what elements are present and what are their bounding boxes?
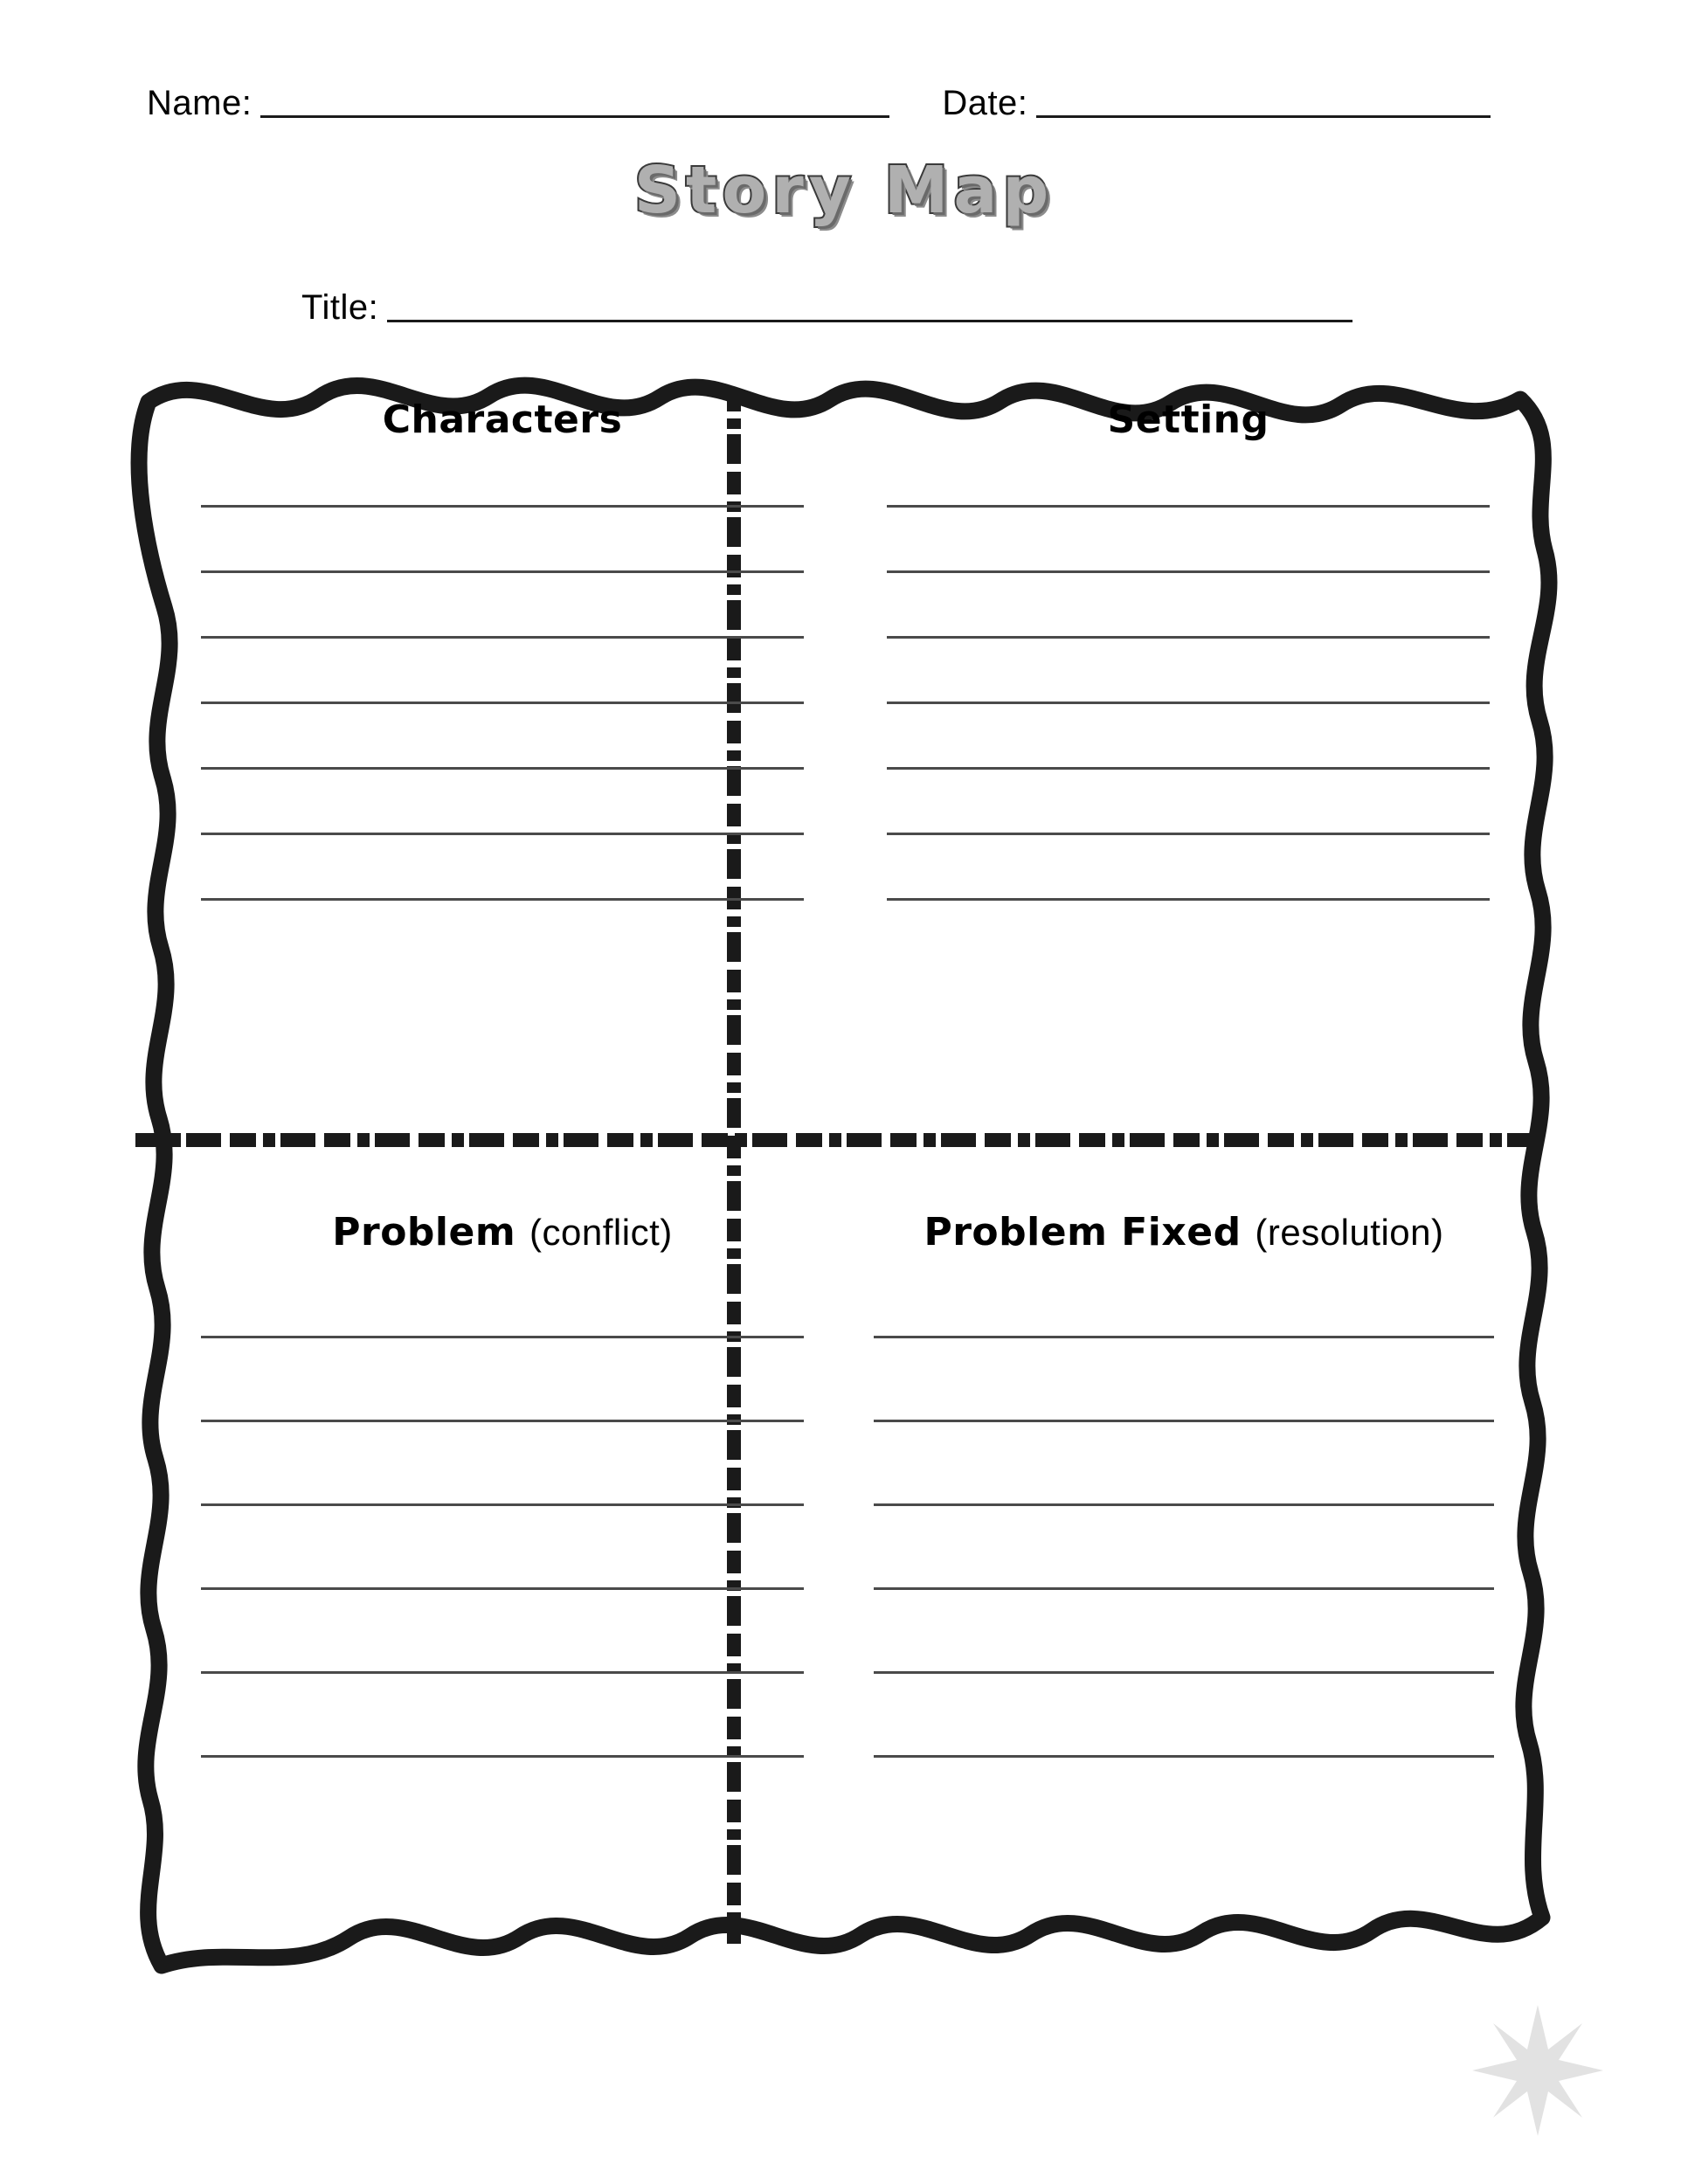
write-line[interactable] <box>201 1420 804 1422</box>
quadrant-resolution-heading <box>874 1210 1494 1254</box>
write-line[interactable] <box>201 1587 804 1590</box>
story-title-label: Title: <box>301 288 379 327</box>
write-line[interactable] <box>887 570 1490 573</box>
quadrant-resolution-title: Problem Fixed <box>924 1210 1242 1254</box>
quadrant-problem-heading <box>201 1210 804 1254</box>
write-line[interactable] <box>201 833 804 835</box>
quadrant-problem <box>201 1210 804 1758</box>
write-line[interactable] <box>887 505 1490 508</box>
write-line[interactable] <box>887 898 1490 901</box>
write-line[interactable] <box>201 1671 804 1674</box>
write-line[interactable] <box>874 1420 1494 1422</box>
starburst-icon <box>1472 2005 1603 2136</box>
quadrant-setting-title: Setting <box>1107 397 1269 442</box>
date-label: Date: <box>942 84 1028 122</box>
quadrant-characters-title: Characters <box>382 397 623 442</box>
date-input-rule[interactable] <box>1036 114 1491 118</box>
quadrant-characters <box>201 397 804 901</box>
write-line[interactable] <box>874 1503 1494 1506</box>
write-line[interactable] <box>874 1755 1494 1758</box>
quadrant-problem-lines <box>201 1336 804 1758</box>
write-line[interactable] <box>201 1755 804 1758</box>
date-group <box>942 84 1491 123</box>
name-input-rule[interactable] <box>260 114 889 118</box>
write-line[interactable] <box>874 1671 1494 1674</box>
write-line[interactable] <box>201 1503 804 1506</box>
write-line[interactable] <box>874 1587 1494 1590</box>
quadrant-resolution-lines <box>874 1336 1494 1758</box>
write-line[interactable] <box>887 833 1490 835</box>
quadrant-characters-lines <box>201 505 804 901</box>
quadrant-setting-heading <box>887 397 1490 442</box>
write-line[interactable] <box>887 767 1490 770</box>
quadrant-resolution <box>874 1210 1494 1758</box>
story-title-input-rule[interactable] <box>387 319 1352 322</box>
quadrant-setting <box>887 397 1490 901</box>
write-line[interactable] <box>201 570 804 573</box>
page-title: Story Map <box>633 153 1055 228</box>
write-line[interactable] <box>201 1336 804 1338</box>
write-line[interactable] <box>201 636 804 639</box>
write-line[interactable] <box>201 702 804 704</box>
write-line[interactable] <box>874 1336 1494 1338</box>
write-line[interactable] <box>887 636 1490 639</box>
quadrant-resolution-subtitle: (resolution) <box>1255 1212 1444 1253</box>
name-label: Name: <box>147 84 253 122</box>
quadrant-problem-subtitle: (conflict) <box>529 1212 673 1253</box>
write-line[interactable] <box>887 702 1490 704</box>
quadrant-problem-title: Problem <box>332 1210 516 1254</box>
write-line[interactable] <box>201 505 804 508</box>
story-title-row <box>301 288 1352 328</box>
quadrant-characters-heading <box>201 397 804 442</box>
quadrant-setting-lines <box>887 505 1490 901</box>
header-row <box>147 84 1545 123</box>
write-line[interactable] <box>201 767 804 770</box>
write-line[interactable] <box>201 898 804 901</box>
